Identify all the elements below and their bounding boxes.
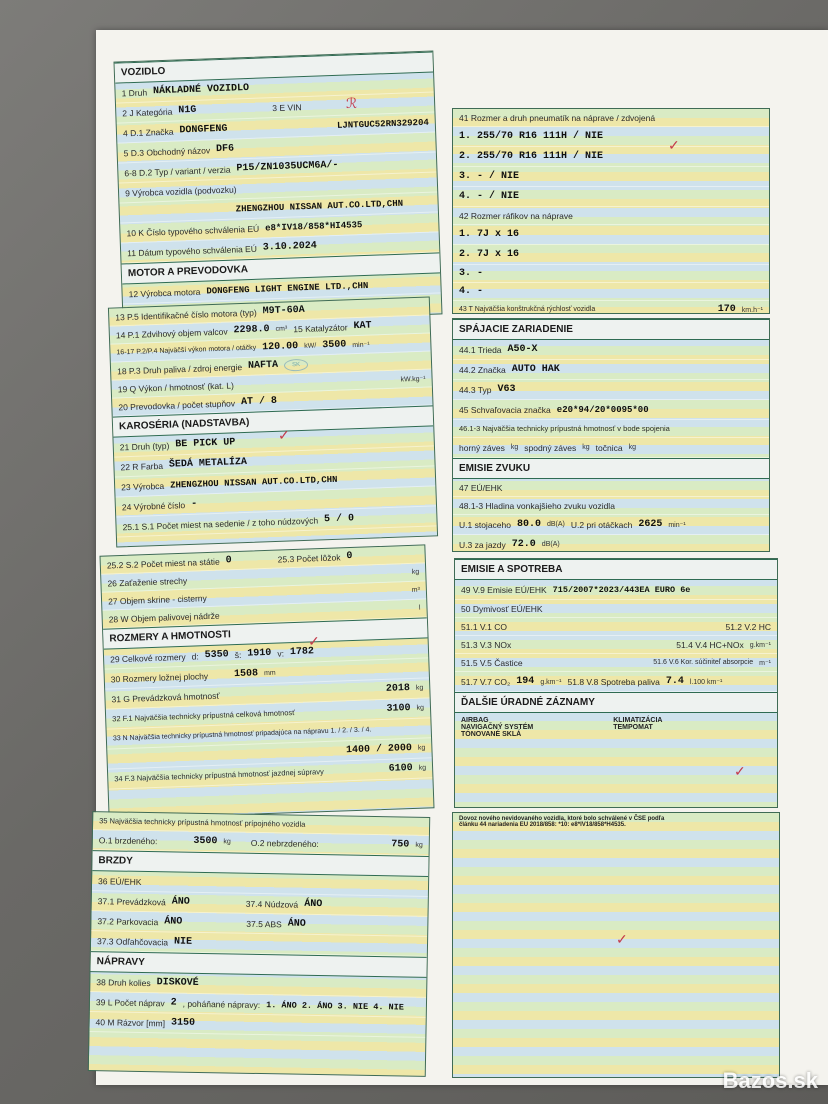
value-schvalovacia: e20*94/20*0095*00 [556, 404, 649, 415]
value-s: 1910 [247, 647, 272, 660]
unit-otacky: min⁻¹ [352, 341, 370, 349]
value-pneu-2: 2. 255/70 R16 111H / NIE [459, 151, 604, 162]
label-schvalenie: 10 K Číslo typového schválenia EÚ [126, 223, 260, 238]
value-vyrobca: ZHENGZHOU NISSAN AUT.CO.LTD,CHN [235, 198, 404, 214]
value-stojaceho: 80.0 [516, 519, 541, 530]
label-kar-druh: 21 Druh (typ) [119, 440, 170, 452]
label-nudzova: 37.4 Núdzová [245, 898, 299, 910]
unit-co2: g.km⁻¹ [540, 678, 562, 686]
label-hc: 51.2 V.2 HC [725, 621, 771, 632]
label-druh: 1 Druh [121, 87, 148, 98]
label-kar-cislo: 24 Výrobné číslo [121, 499, 186, 512]
unit-vykon: kW/ [304, 342, 317, 350]
value-parkovacia: ÁNO [164, 916, 183, 928]
label-spotreba: 51.8 V.8 Spotreba paliva [567, 676, 660, 687]
label-kategoria: 2 J Kategória [122, 106, 173, 118]
record-dovoz-1: Dovoz nového nevidovaného vozidla, ktoré bolo schválené v ČSE podľa [459, 816, 665, 822]
record-airbag: AIRBAG [461, 717, 489, 724]
value-d: 5350 [204, 649, 229, 662]
value-otackach: 2625 [638, 519, 663, 530]
label-jazdy: U.3 za jazdy [459, 539, 506, 550]
record-klimatizacia: KLIMATIZÁCIA [613, 717, 663, 724]
sk-emblem-icon: SK [284, 358, 308, 371]
value-prevodovka: AT / 8 [240, 395, 278, 409]
label-motor-cislo: 13 P.5 Identifikačné číslo motora (typ) [115, 307, 257, 322]
value-trieda: A50-X [507, 344, 538, 355]
label-prevadzkova-brzda: 37.1 Prevádzková [97, 895, 166, 907]
watermark: Bazos.sk [722, 1068, 818, 1093]
unit-db-2: dB(A) [541, 541, 560, 548]
value-statie: 0 [225, 555, 232, 567]
value-objem: 2298.0 [233, 324, 270, 337]
section-title-motor: MOTOR A PREVODOVKA [122, 252, 441, 284]
section-title-brzdy: BRZDY [92, 850, 428, 877]
record-dovoz-2: článku 44 nariadenia EU 2018/858: *10: e8*IV18/858*H4535. [459, 822, 626, 828]
label-pripojne: 35 Najväčšia technicky prípustná hmotnosť prípojného vozidla [99, 816, 306, 829]
label-loznej: 30 Rozmery ložnej plochy [110, 670, 209, 684]
label-celkova: 32 F.1 Najväčšia technicky prípustná celková hmotnosť [112, 708, 296, 724]
unit-kg-s: kg [582, 444, 590, 451]
value-brzdene: 3500 [193, 835, 218, 848]
value-suprava: 6100 [388, 762, 413, 775]
value-farba: ŠEDÁ METALÍZA [168, 456, 248, 471]
label-lozok: 25.3 Počet lôžok [277, 551, 341, 565]
value-rafik-1: 1. 7J x 16 [459, 229, 520, 240]
value-spoj-typ: V63 [497, 384, 516, 395]
signature-mark-icon: ✓ [668, 138, 680, 154]
section-title-zaznamy: ĎALŠIE ÚRADNÉ ZÁZNAMY [455, 692, 777, 713]
unit-pomer: kW.kg⁻¹ [400, 375, 426, 384]
unit-kg-t: kg [628, 444, 636, 451]
label-schvalovacia: 45 Schvaľovacia značka [459, 404, 551, 415]
value-rychlost: 170 [717, 304, 736, 314]
signature-mark-icon: ✓ [616, 932, 628, 948]
signature-mark-icon: ✓ [734, 764, 746, 780]
label-bod-spojenia: 46.1-3 Najväčšia technicky prípustná hmotnosť v bode spojenia [459, 424, 670, 433]
label-spodny: spodný záves [524, 442, 577, 453]
section-title-spajacie: SPÁJACIE ZARIADENIE [453, 319, 769, 340]
label-typ: 6-8 D.2 Typ / variant / verzia [124, 164, 231, 178]
value-co2: 194 [516, 676, 535, 687]
value-motor-cislo: M9T-60A [262, 304, 305, 318]
label-katalyzator: 15 Katalyzátor [293, 321, 348, 334]
value-kar-vyrobca: ZHENGZHOU NISSAN AUT.CO.LTD,CHN [169, 474, 338, 491]
label-absorpcie: 51.6 V.6 Kor. súčiniteľ absorpcie [653, 659, 754, 666]
value-motor-vyrobca: DONGFENG LIGHT ENGINE LTD.,CHN [206, 280, 369, 297]
section-title-karoseria: KAROSÉRIA (NADSTAVBA) [113, 405, 434, 437]
value-pneu-1: 1. 255/70 R16 111H / NIE [459, 131, 604, 142]
label-nadrz: 28 W Objem palivovej nádrže [108, 610, 220, 624]
label-horny: horný záves [459, 442, 505, 453]
value-spoj-znacka: AUTO HAK [511, 364, 560, 375]
record-tonovane: TÓNOVANÉ SKLÁ [461, 731, 522, 738]
label-brzdene: O.1 brzdeného: [98, 834, 158, 846]
label-objem: 14 P.1 Zdvihový objem valcov [115, 326, 228, 340]
label-spoj-znacka: 44.2 Značka [459, 364, 506, 375]
label-co: 51.1 V.1 CO [461, 621, 507, 632]
label-pomer: 19 Q Výkon / hmotnosť (kat. L) [117, 379, 234, 394]
section-title-napravy: NÁPRAVY [90, 951, 426, 978]
label-stojaceho: U.1 stojaceho [459, 519, 511, 530]
panel-spajacie [452, 318, 770, 552]
label-skrina: 27 Objem skrine - cisterny [107, 592, 207, 606]
value-nudzova: ÁNO [304, 898, 323, 911]
label-co2: 51.7 V.7 CO₂ [461, 676, 511, 687]
panel-pneumatiky [452, 108, 770, 314]
unit-kg-h: kg [510, 444, 519, 451]
signature-mark-icon: ℛ [346, 96, 358, 112]
label-prevodovka: 20 Prevodovka / počet stupňov [118, 397, 236, 412]
unit-gkm: g.km⁻¹ [749, 641, 771, 649]
label-razvor: 40 M Rázvor [mm] [95, 1016, 166, 1028]
unit-db-1: dB(A) [547, 521, 565, 528]
label-datum: 11 Dátum typového schválenia EÚ [126, 243, 258, 258]
panel-rozmery [99, 544, 434, 819]
section-title-rozmery: ROZMERY A HMOTNOSTI [103, 617, 428, 649]
value-kar-cislo: - [190, 498, 198, 510]
label-kar-vyrobca: 23 Výrobca [120, 480, 165, 492]
value-v: 1782 [289, 646, 315, 659]
unit-mm: mm [263, 669, 276, 678]
value-celkova: 3100 [386, 703, 411, 715]
value-otacky: 3500 [322, 339, 347, 352]
label-nox: 51.3 V.3 NOx [461, 639, 512, 650]
value-spotreba: 7.4 [665, 676, 684, 687]
label-trieda: 44.1 Trieda [459, 344, 502, 355]
value-rafik-2: 2. 7J x 16 [459, 249, 520, 260]
label-hluk-ehk: 47 EÚ/EHK [459, 482, 503, 493]
label-sedenie: 25.1 S.1 Počet miest na sedenie / z toho núdzových [122, 514, 319, 532]
label-prevadzkova: 31 G Prevádzková hmotnosť [111, 690, 220, 704]
value-kolies: DISKOVÉ [156, 977, 199, 989]
label-odlahcovacia: 37.3 Odľahčovacia [96, 935, 169, 947]
label-kolies: 38 Druh kolies [96, 976, 151, 988]
label-d: d: [191, 650, 199, 662]
label-parkovacia: 37.2 Parkovacia [97, 915, 159, 927]
value-schvalenie: e8*IV18/858*HI4535 [264, 219, 363, 233]
label-pneumatiky: 41 Rozmer a druh pneumatík na nápravе / zdvojená [459, 112, 656, 123]
unit-nadrz: l [418, 604, 421, 612]
value-sedenie: 5 / 0 [323, 513, 355, 526]
value-nebrzdene: 750 [391, 839, 410, 851]
panel-brzdy-napravy [88, 811, 430, 1077]
value-obchodny: DF6 [215, 143, 235, 156]
value-vin: LJNTGUC52RN329204 [336, 117, 429, 131]
unit-min: min⁻¹ [668, 521, 686, 529]
signature-mark-icon: ✓ [308, 634, 320, 650]
label-rafiky: 42 Rozmer ráfikov na náprave [459, 210, 573, 221]
unit-kg-4: kg [418, 764, 427, 772]
label-vyrobca: 9 Výrobca vozidla (podvozku) [124, 183, 237, 198]
value-kategoria: N1G [178, 104, 197, 117]
label-statie: 25.2 S.2 Počet miest na státie [106, 556, 220, 571]
unit-skrina: m³ [411, 586, 421, 594]
label-castice: 51.5 V.5 Častice [461, 657, 523, 668]
value-jazdy: 72.0 [511, 539, 536, 550]
value-abs: ÁNO [287, 918, 306, 930]
label-abs: 37.5 ABS [246, 918, 282, 929]
label-naprava: 33 N Najväčšia technicky prípustná hmotnosť pripadajúca na nápravu 1. / 2. / 3. / 4. [112, 726, 372, 743]
label-hcnox: 51.4 V.4 HC+NOx [676, 639, 744, 650]
value-vykon: 120.00 [262, 341, 299, 354]
label-palivo: 18 P.3 Druh paliva / zdroj energie [116, 361, 243, 376]
label-pocet-naprav: 39 L Počet náprav [95, 996, 165, 1008]
value-prevadzkova: 2018 [385, 683, 411, 695]
label-pohanane: , poháňané nápravy: [182, 998, 261, 1010]
value-pneu-3: 3. - / NIE [459, 171, 520, 182]
value-rafik-4: 4. - [459, 286, 484, 297]
label-dymivost: 50 Dymivosť EÚ/EHK [461, 603, 543, 614]
unit-objem: cm³ [275, 325, 288, 333]
label-tocnica: točnica [595, 442, 623, 453]
registration-document [96, 30, 828, 1085]
value-lozok: 0 [346, 550, 353, 563]
label-motor-vyrobca: 12 Výrobca motora [128, 286, 201, 299]
value-druh: NÁKLADNÉ VOZIDLO [152, 82, 250, 98]
label-farba: 22 R Farba [120, 460, 164, 472]
record-tempomat: TEMPOMAT [613, 724, 653, 731]
label-spoj-typ: 44.3 Typ [459, 384, 492, 395]
value-kar-druh: BE PICK UP [175, 437, 236, 451]
label-s: š: [234, 649, 242, 660]
signature-mark-icon: ✓ [278, 428, 290, 444]
value-pocet-naprav: 2 [170, 997, 177, 1009]
label-ehk: 49 V.9 Emisie EÚ/EHK [461, 584, 547, 595]
value-katalyzator: KAT [353, 320, 372, 333]
section-title-emisie: EMISIE A SPOTREBA [455, 559, 777, 580]
unit-strecha: kg [411, 568, 420, 576]
label-celkove: 29 Celkové rozmery [109, 651, 186, 664]
label-brzdy-ehk: 36 EÚ/EHK [97, 875, 142, 887]
section-title-vozidlo: VOZIDLO [115, 52, 434, 84]
label-obchodny: 5 D.3 Obchodný názov [123, 144, 211, 158]
unit-kg-6: kg [415, 841, 423, 849]
record-navigacia: NAVIGAČNÝ SYSTÉM [461, 724, 534, 731]
value-naprava: 1400 / 2000 [345, 742, 413, 757]
label-strecha: 26 Zaťaženie strechy [107, 575, 188, 589]
value-odlahcovacia: NIE [173, 936, 193, 948]
unit-kg-2: kg [416, 704, 425, 712]
unit-kg-5: kg [223, 838, 231, 846]
label-vin: 3 E VIN [272, 101, 302, 113]
value-ehk: 715/2007*2023/443EA EURO 6e [552, 584, 691, 595]
value-pneu-4: 4. - / NIE [459, 191, 520, 202]
unit-m1: m⁻¹ [759, 659, 771, 667]
unit-spotreba: l.100 km⁻¹ [689, 678, 723, 686]
value-loznej: 1508 [233, 668, 259, 681]
unit-rychlost: km.h⁻¹ [741, 306, 763, 314]
unit-kg-1: kg [415, 684, 424, 692]
label-vykon: 16-17 P.2/P.4 Najväčší výkon motora / otáčky [116, 344, 257, 357]
value-pohanane: 1. ÁNO 2. ÁNO 3. NIE 4. NIE [266, 999, 404, 1013]
label-nebrzdene: O.2 nebrzdeného: [250, 837, 319, 849]
value-typ: P15/ZN1035UCM6A/- [236, 159, 339, 175]
value-znacka: DONGFENG [179, 123, 228, 137]
label-rychlost: 43 T Najväčšia konštrukčná rýchlosť vozidla [459, 306, 596, 313]
unit-kg-3: kg [417, 744, 426, 752]
value-datum: 3.10.2024 [262, 240, 318, 254]
panel-emisie [454, 558, 778, 808]
panel-vozidlo [113, 50, 442, 325]
section-title-hluk: EMISIE ZVUKU [453, 458, 769, 479]
label-suprava: 34 F.3 Najväčšia technicky prípustná hmotnosť jazdnej súpravy [114, 767, 324, 784]
value-prevadzkova-brzda: ÁNO [171, 896, 190, 908]
value-rafik-3: 3. - [459, 268, 484, 279]
label-otackach: U.2 pri otáčkach [570, 519, 633, 530]
label-hladina: 48.1-3 Hladina vonkajšieho zvuku vozidla [459, 500, 615, 511]
label-znacka: 4 D.1 Značka [122, 126, 174, 138]
value-razvor: 3150 [170, 1017, 196, 1029]
label-v: v: [277, 647, 285, 659]
panel-motor-karoseria [108, 296, 438, 547]
value-palivo: NAFTA [247, 359, 279, 372]
